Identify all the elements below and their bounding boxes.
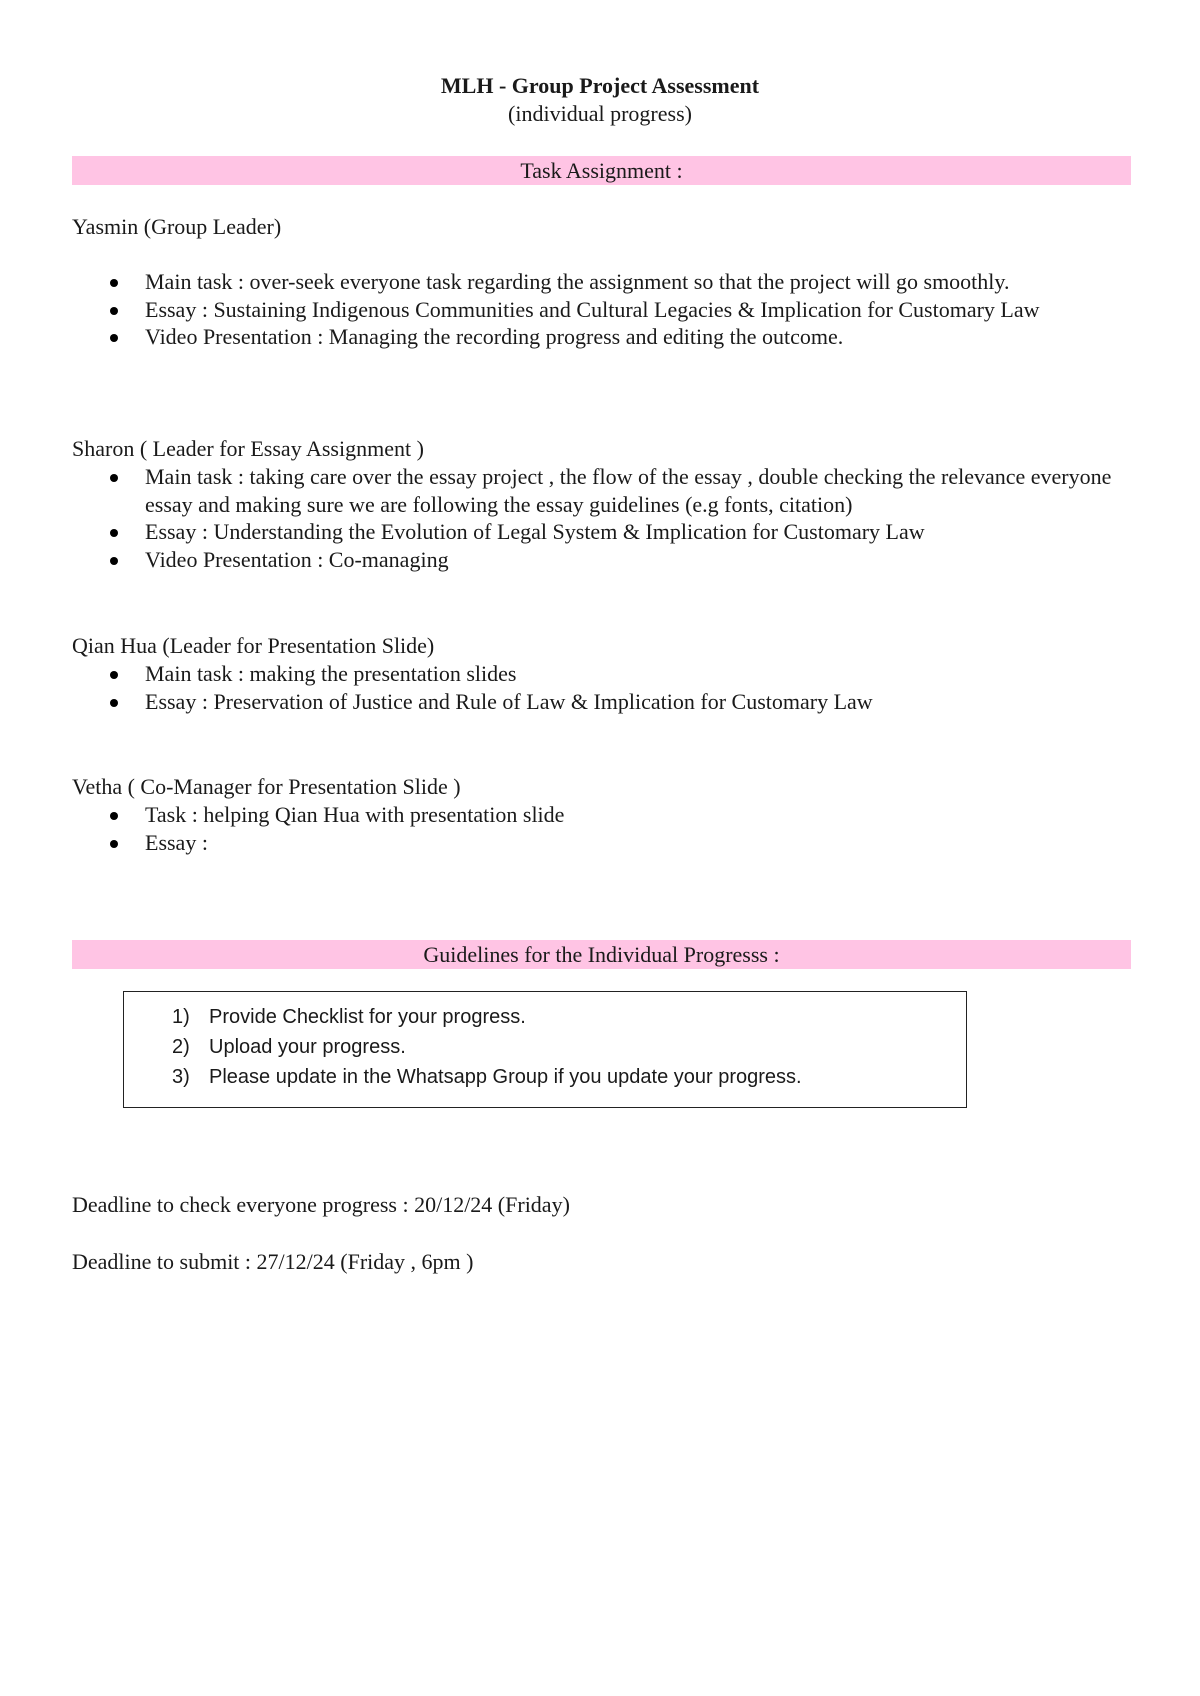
bullet-icon [110, 529, 118, 537]
guideline-item [172, 1002, 802, 1032]
list-item-text: Essay : Understanding the Evolution of Legal System & Implication for Customary Law [145, 519, 925, 544]
document-title: MLH - Group Project Assessment [440, 73, 760, 98]
member-section-vetha [72, 773, 1132, 856]
guidelines-box [123, 991, 967, 1108]
list-item-text: Video Presentation : Co-managing [145, 546, 449, 572]
bullet-icon [110, 699, 118, 707]
task-assignment-heading: Task Assignment : [72, 156, 1131, 185]
guidelines-list [172, 1002, 802, 1092]
list-item-text: Main task : taking care over the essay project , the flow of the essay , double checking the relevance everyone essay and making sure we are following the essay guidelines (e.g fonts, citation) [145, 464, 1112, 517]
guideline-number: 1) [172, 1006, 190, 1028]
list-item-text: Main task : making the presentation slides [145, 661, 517, 686]
deadline-submit: Deadline to submit : 27/12/24 (Friday , 6pm ) [72, 1249, 474, 1274]
guideline-text: Upload your progress. [209, 1036, 406, 1058]
list-item-text: Task : helping Qian Hua with presentation slide [145, 802, 565, 827]
member-section-sharon [72, 435, 1132, 573]
bullet-icon [110, 812, 118, 820]
member-heading: Vetha ( Co-Manager for Presentation Slide ) [72, 774, 461, 799]
bullet-icon [110, 334, 118, 342]
deadline-check-progress: Deadline to check everyone progress : 20/12/24 (Friday) [72, 1192, 570, 1217]
guideline-text: Please update in the Whatsapp Group if you update your progress. [209, 1066, 802, 1088]
list-item [72, 546, 1132, 574]
guidelines-heading: Guidelines for the Individual Progresss : [72, 940, 1131, 969]
bullet-icon [110, 557, 118, 565]
member-heading: Sharon ( Leader for Essay Assignment ) [72, 436, 424, 461]
list-item [72, 688, 1132, 716]
list-item [72, 801, 1132, 829]
guideline-item [172, 1032, 802, 1062]
list-item [72, 660, 1132, 688]
bullet-icon [110, 474, 118, 482]
list-item-text: Video Presentation : Managing the recording progress and editing the outcome. [145, 324, 844, 349]
guideline-number: 2) [172, 1036, 190, 1058]
guideline-item [172, 1062, 802, 1092]
bullet-icon [110, 671, 118, 679]
member-heading: Yasmin (Group Leader) [72, 214, 282, 239]
member-task-list [72, 268, 1132, 351]
list-item-text: Main task : over-seek everyone task regarding the assignment so that the project will go smoothly. [145, 269, 1010, 294]
list-item-text: Essay : [145, 829, 208, 855]
list-item [72, 296, 1132, 324]
list-item [72, 268, 1132, 296]
bullet-icon [110, 307, 118, 315]
document-subtitle: (individual progress) [508, 101, 692, 126]
guideline-text: Provide Checklist for your progress. [209, 1006, 526, 1028]
list-item [72, 829, 1132, 857]
list-item [72, 518, 1132, 546]
bullet-icon [110, 840, 118, 848]
bullet-icon [110, 279, 118, 287]
list-item [72, 463, 1132, 518]
member-section-qian-hua [72, 632, 1132, 715]
member-task-list [72, 660, 1132, 715]
list-item-text: Essay : Sustaining Indigenous Communities and Cultural Legacies & Implication for Customary Law [145, 296, 1040, 322]
list-item-text: Essay : Preservation of Justice and Rule of Law & Implication for Customary Law [145, 688, 873, 714]
member-section-yasmin [72, 213, 1132, 351]
list-item [72, 323, 1132, 351]
member-task-list [72, 463, 1132, 573]
guideline-number: 3) [172, 1066, 190, 1088]
member-heading: Qian Hua (Leader for Presentation Slide) [72, 633, 435, 658]
member-task-list [72, 801, 1132, 856]
